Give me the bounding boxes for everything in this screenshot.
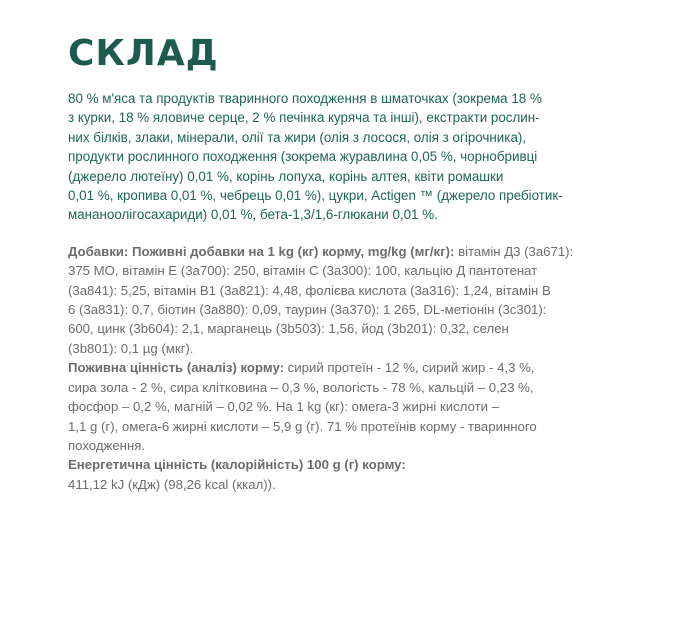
energy-text: 411,12 kJ (кДж) (98,26 kcal (ккал)). bbox=[68, 476, 276, 492]
composition-text: 80 % м'яса та продуктів тваринного походження в шматочках (зокрема 18 % з курки, 18 % яловиче серце, 2 % печінка куряча та інші), екстракти рослин- них білків, злаки, мінерали, олії та жири (олія з лосося, олія з огірочника), продукти рослинного походження (зокрема журавлина 0,05 %, чорнобривці (джерело лютеїну) 0,01 %, корінь лопуха, корінь алтея, квіти ромашки 0,01 %, кропива 0,01 %, чебрець 0,01 %), цукри, Actigen ™ (джерело пребіотик- мананоолігосахариди) 0,01 %, бета-1,3/1,6-глюкани 0,01 %. bbox=[68, 91, 563, 223]
additives-text: вітамін Д3 (3а671): 375 МО, вітамін Е (3а700): 250, вітамін С (3а300): 100, кальцію Д пантотенат (3а841): 5,25, вітамін В1 (3а821): 4,48, фолієва кислота (3а316): 1,24, вітамін В 6 (3а831): 0,7, біотин (3а880): 0,09, таурин (3а370): 1 265, DL-метіонін (3c301): 600, цинк (3b604): 2,1, марганець (3b503): 1,56, йод (3b201): 0,32, селен (3b801): 0,1 µg (мкг). bbox=[68, 243, 574, 356]
nutrition-label: Поживна цінність (аналіз) корму: bbox=[68, 360, 284, 376]
section-title: СКЛАД bbox=[68, 33, 219, 74]
additives-label: Добавки: Поживні добавки на 1 kg (кг) корму, mg/kg (мг/кг): bbox=[68, 243, 455, 259]
additives-block bbox=[68, 242, 628, 494]
energy-label: Енергетична цінність (калорійність) 100 g (г) корму: bbox=[68, 457, 406, 473]
nutrition-text: сирий протеїн - 12 %, сирий жир - 4,3 %, сира зола - 2 %, сира клітковина – 0,3 %, вологість - 78 %, кальцій – 0,23 %, фосфор – 0,2 %, магній – 0,02 %. На 1 kg (кг): омега-3 жирні кислоти – 1,1 g (г), омега-6 жирні кислоти – 5,9 g (г). 71 % протеїнів корму - тваринного походження. bbox=[68, 360, 537, 453]
ingredients-panel bbox=[68, 30, 628, 494]
